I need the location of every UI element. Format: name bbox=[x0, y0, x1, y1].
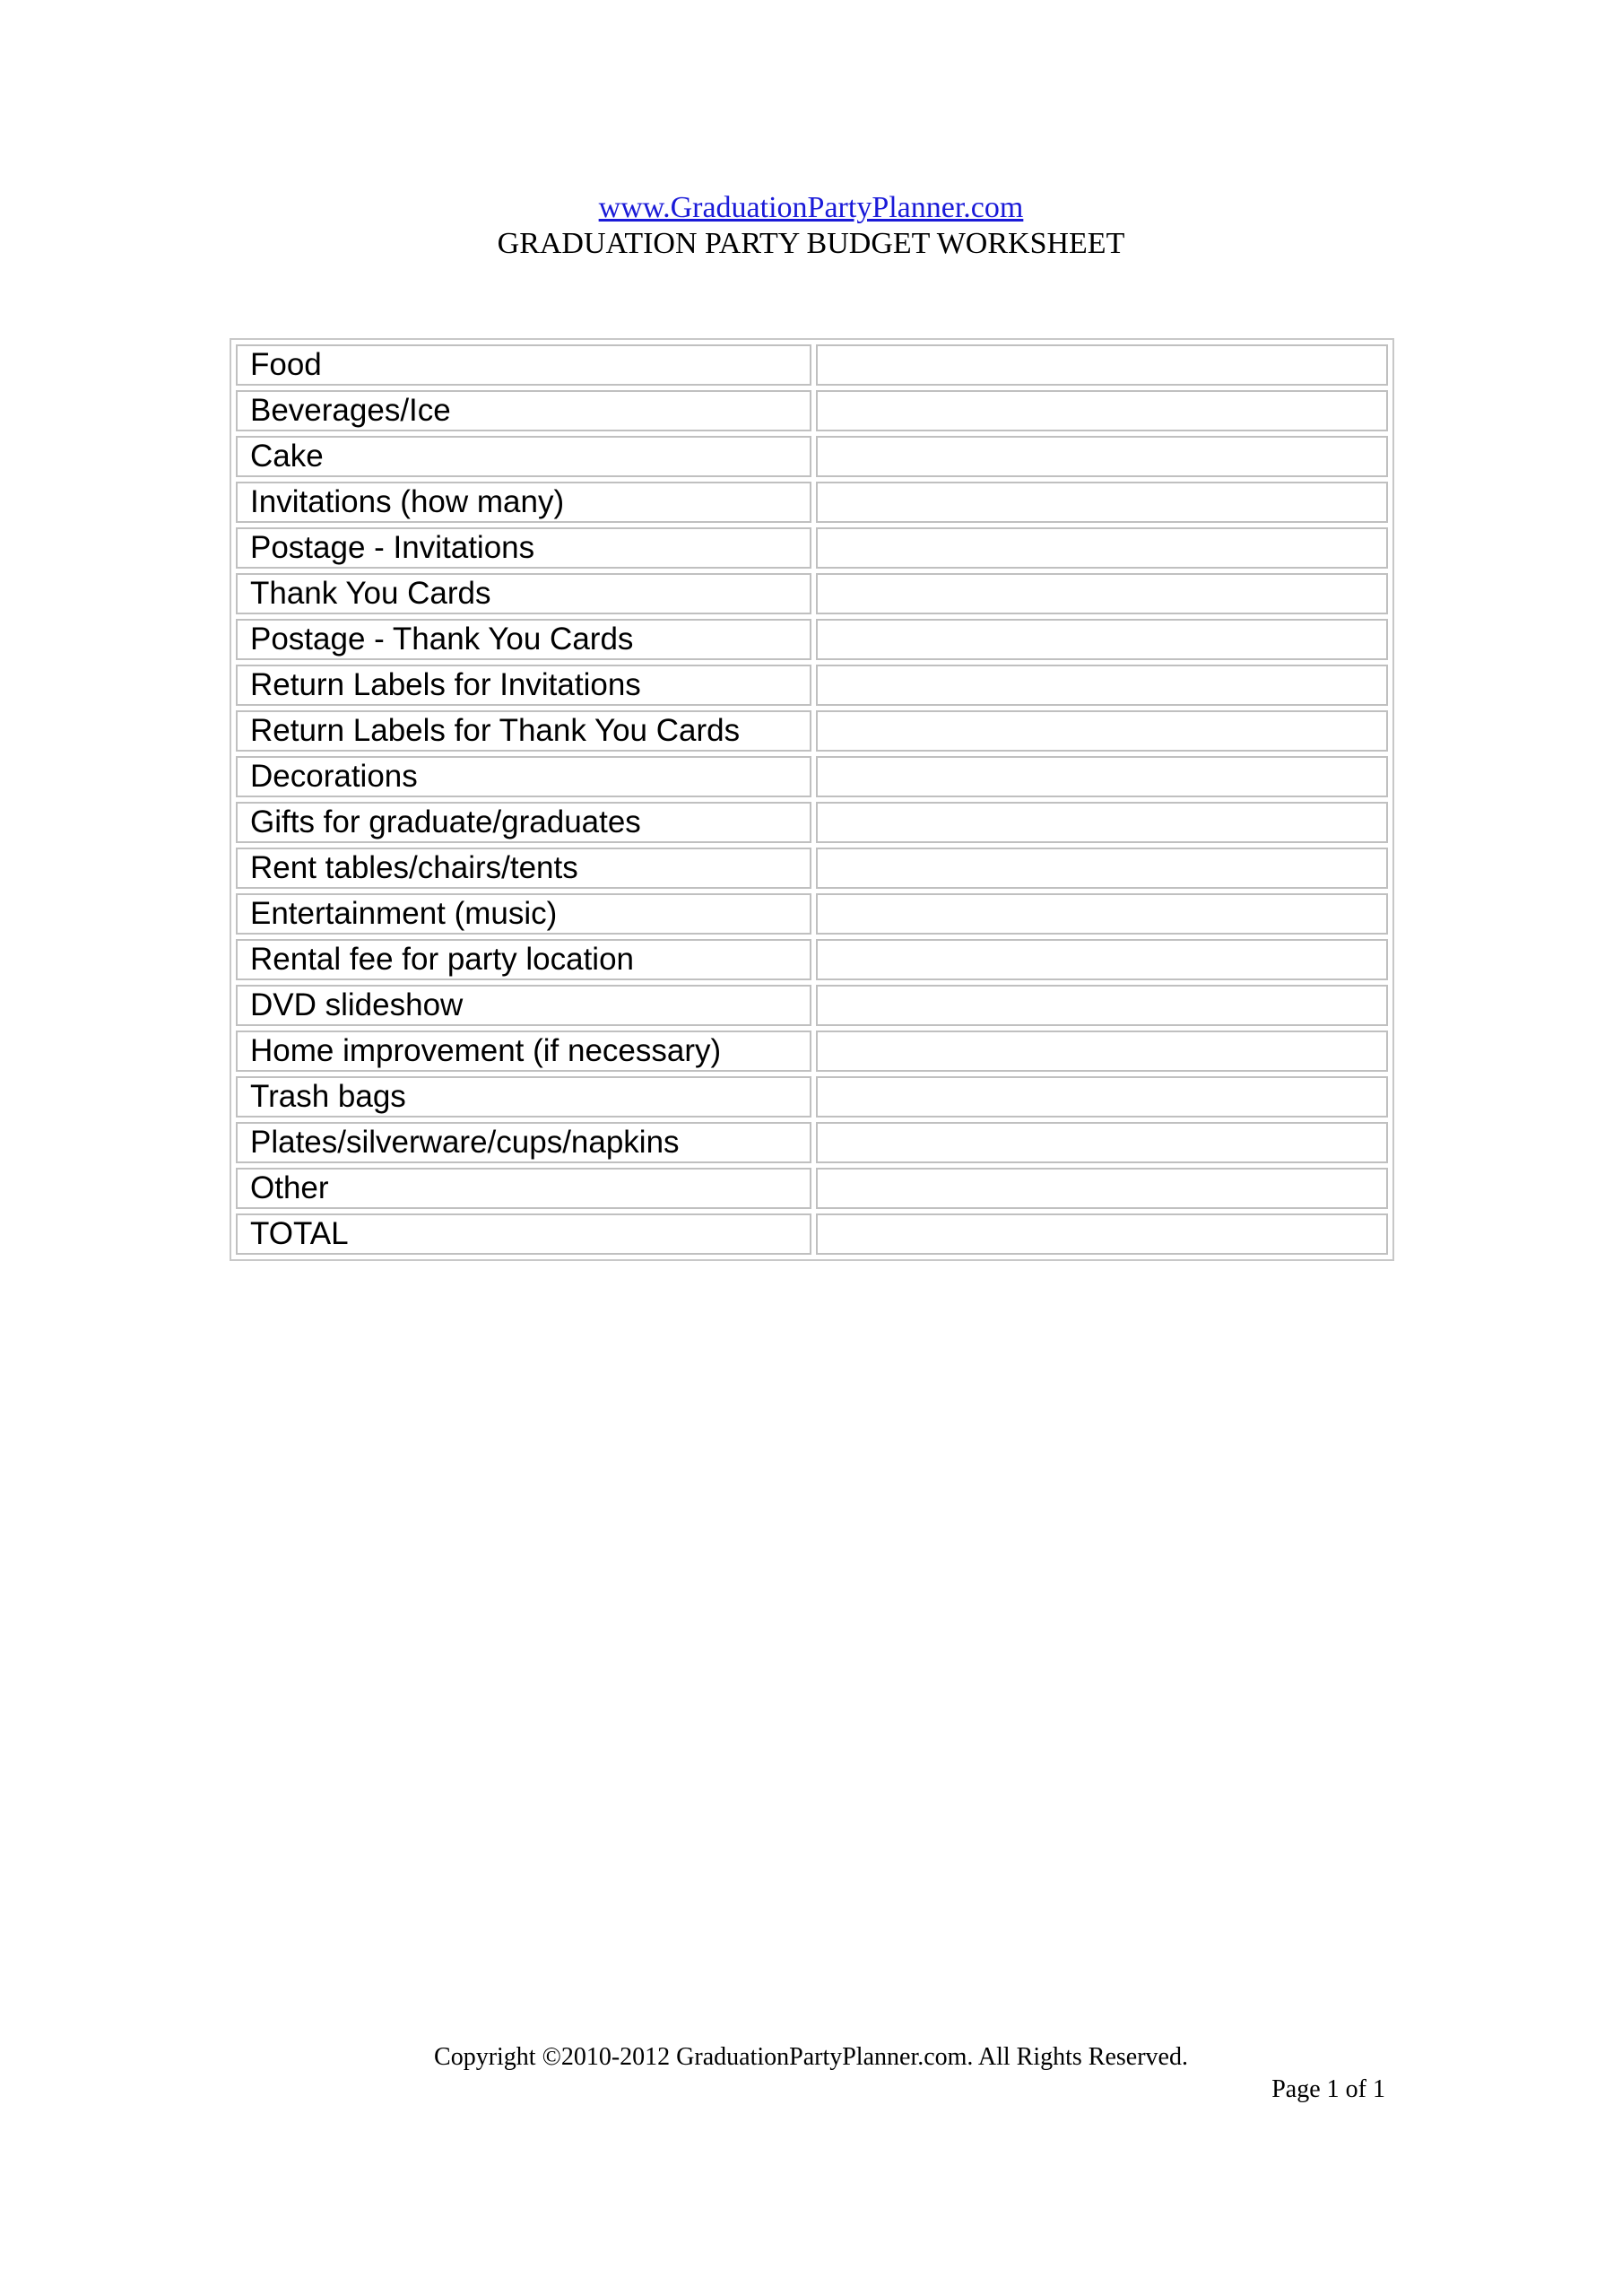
budget-item-amount-field[interactable] bbox=[816, 390, 1388, 431]
budget-item-label: TOTAL bbox=[236, 1213, 811, 1255]
budget-item-label: Return Labels for Thank You Cards bbox=[236, 710, 811, 752]
copyright-notice: Copyright ©2010-2012 GraduationPartyPlanner.com. All Rights Reserved. bbox=[434, 2043, 1188, 2071]
table-row bbox=[236, 756, 1388, 797]
budget-item-label: Food bbox=[236, 344, 811, 386]
page-number: Page 1 of 1 bbox=[1271, 2075, 1385, 2103]
budget-item-label: Thank You Cards bbox=[236, 573, 811, 614]
budget-item-label: Other bbox=[236, 1168, 811, 1209]
budget-item-label: Cake bbox=[236, 436, 811, 477]
table-row bbox=[236, 985, 1388, 1026]
budget-item-amount-field[interactable] bbox=[816, 1122, 1388, 1163]
budget-item-amount-field[interactable] bbox=[816, 482, 1388, 523]
budget-item-amount-field[interactable] bbox=[816, 436, 1388, 477]
budget-item-amount-field[interactable] bbox=[816, 1031, 1388, 1072]
budget-item-amount-field[interactable] bbox=[816, 619, 1388, 660]
budget-item-label: Postage - Thank You Cards bbox=[236, 619, 811, 660]
budget-item-amount-field[interactable] bbox=[816, 1168, 1388, 1209]
budget-item-label: Return Labels for Invitations bbox=[236, 665, 811, 706]
budget-item-label: Invitations (how many) bbox=[236, 482, 811, 523]
site-link[interactable]: www.GraduationPartyPlanner.com bbox=[598, 191, 1024, 224]
budget-item-label: Entertainment (music) bbox=[236, 893, 811, 935]
budget-item-amount-field[interactable] bbox=[816, 756, 1388, 797]
table-row bbox=[236, 1122, 1388, 1163]
document-header bbox=[0, 190, 1622, 262]
budget-item-label: Beverages/Ice bbox=[236, 390, 811, 431]
budget-item-amount-field[interactable] bbox=[816, 527, 1388, 569]
budget-item-amount-field[interactable] bbox=[816, 1076, 1388, 1118]
table-row bbox=[236, 344, 1388, 386]
budget-item-label: Home improvement (if necessary) bbox=[236, 1031, 811, 1072]
worksheet-title: GRADUATION PARTY BUDGET WORKSHEET bbox=[497, 227, 1125, 260]
budget-item-amount-field[interactable] bbox=[816, 985, 1388, 1026]
budget-item-label: DVD slideshow bbox=[236, 985, 811, 1026]
table-row bbox=[236, 665, 1388, 706]
table-row bbox=[236, 390, 1388, 431]
budget-table bbox=[230, 338, 1394, 1261]
budget-item-label: Plates/silverware/cups/napkins bbox=[236, 1122, 811, 1163]
budget-table-body bbox=[236, 344, 1388, 1255]
budget-item-amount-field[interactable] bbox=[816, 573, 1388, 614]
budget-item-amount-field[interactable] bbox=[816, 848, 1388, 889]
budget-item-label: Rental fee for party location bbox=[236, 939, 811, 980]
budget-item-amount-field[interactable] bbox=[816, 893, 1388, 935]
budget-item-label: Trash bags bbox=[236, 1076, 811, 1118]
table-row bbox=[236, 939, 1388, 980]
table-row bbox=[236, 619, 1388, 660]
budget-item-amount-field[interactable] bbox=[816, 344, 1388, 386]
budget-item-amount-field[interactable] bbox=[816, 710, 1388, 752]
budget-item-amount-field[interactable] bbox=[816, 939, 1388, 980]
table-row bbox=[236, 893, 1388, 935]
table-row bbox=[236, 1168, 1388, 1209]
budget-item-label: Decorations bbox=[236, 756, 811, 797]
budget-item-label: Postage - Invitations bbox=[236, 527, 811, 569]
table-row bbox=[236, 482, 1388, 523]
table-row bbox=[236, 573, 1388, 614]
budget-item-amount-field[interactable] bbox=[816, 665, 1388, 706]
budget-item-amount-field[interactable] bbox=[816, 802, 1388, 843]
table-row bbox=[236, 710, 1388, 752]
table-row bbox=[236, 436, 1388, 477]
budget-item-amount-field[interactable] bbox=[816, 1213, 1388, 1255]
table-row bbox=[236, 1213, 1388, 1255]
table-row bbox=[236, 1076, 1388, 1118]
table-row bbox=[236, 848, 1388, 889]
table-row bbox=[236, 802, 1388, 843]
table-row bbox=[236, 1031, 1388, 1072]
table-row bbox=[236, 527, 1388, 569]
budget-item-label: Rent tables/chairs/tents bbox=[236, 848, 811, 889]
budget-item-label: Gifts for graduate/graduates bbox=[236, 802, 811, 843]
